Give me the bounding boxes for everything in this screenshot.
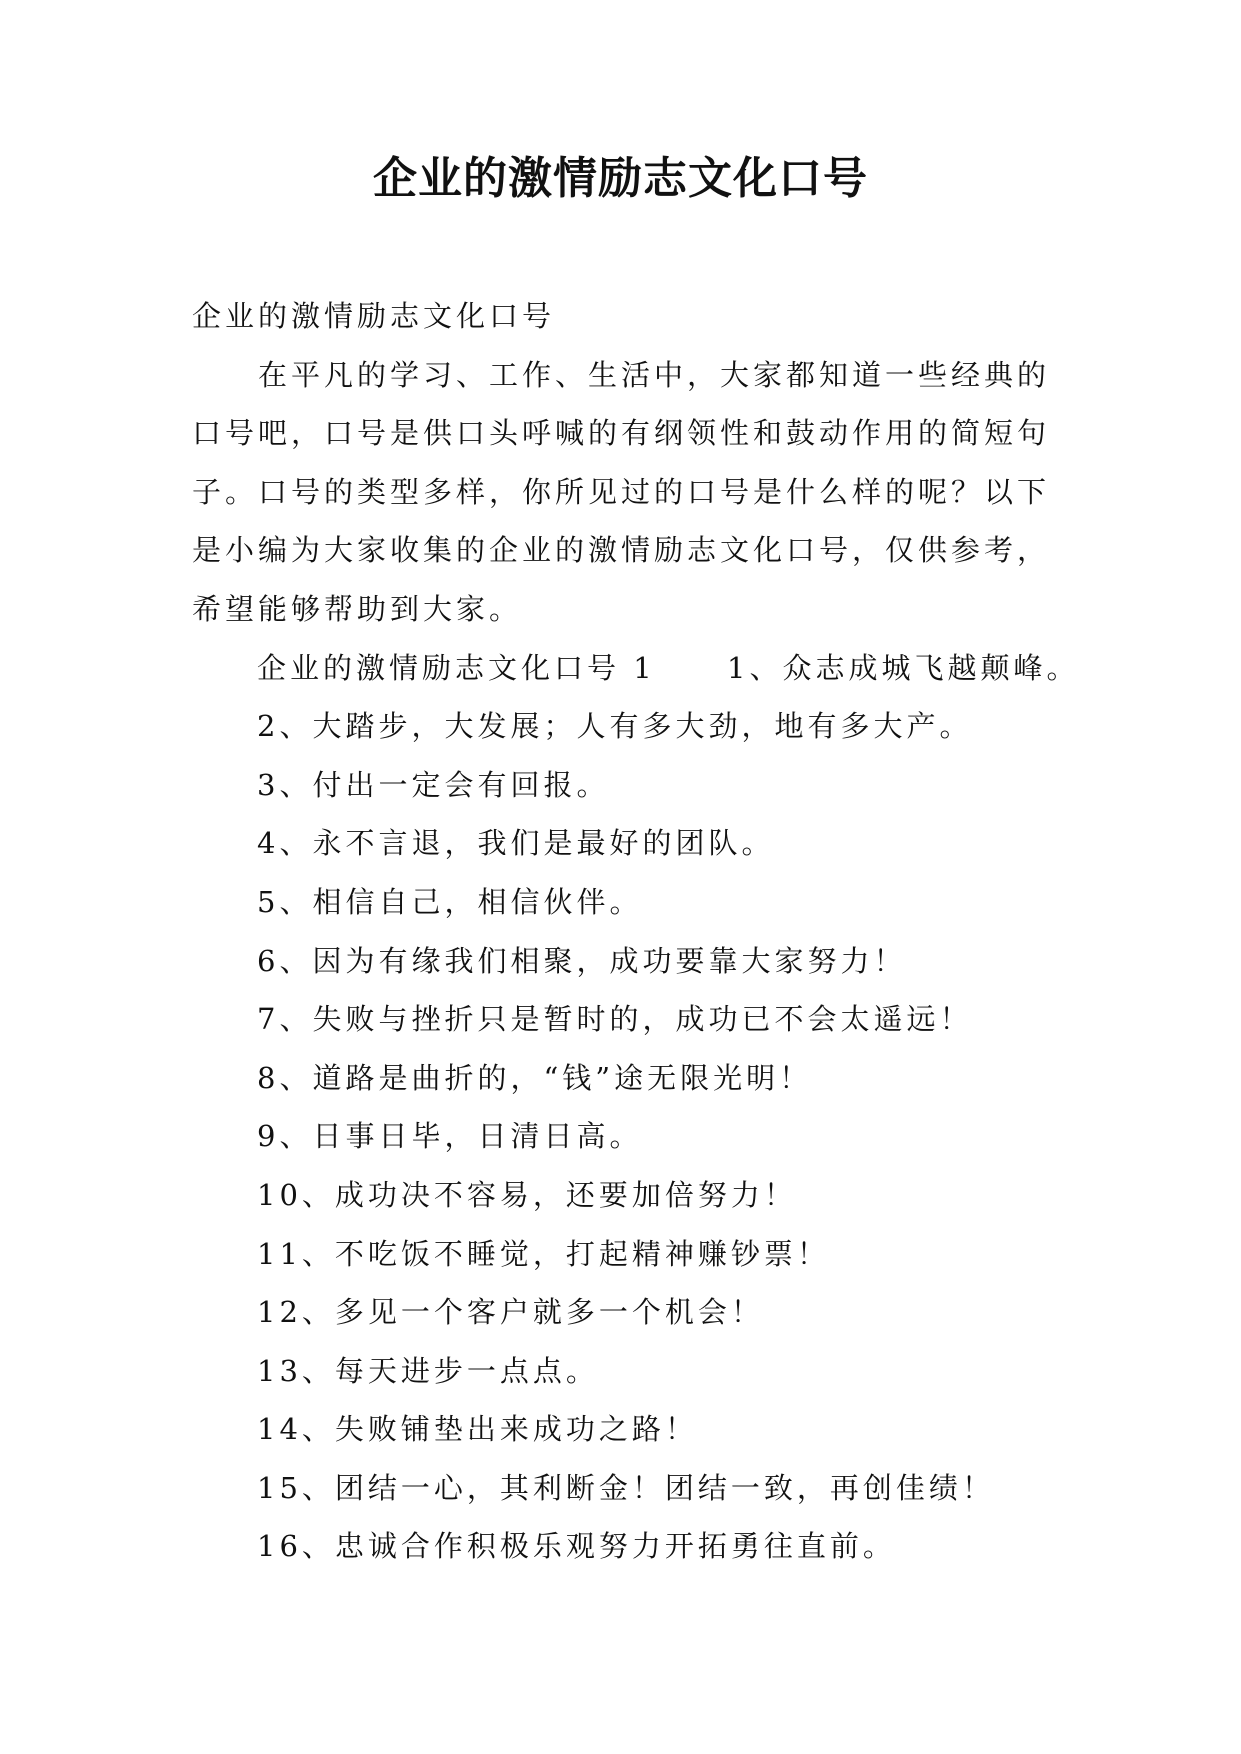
- intro-line: 在平凡的学习、工作、生活中，大家都知道一些经典的: [258, 357, 1051, 392]
- slogan-item: 12、多见一个客户就多一个机会！: [257, 1295, 764, 1330]
- slogan-item: 13、每天进步一点点。: [257, 1353, 599, 1388]
- slogan-item: 1、众志成城飞越颠峰。: [727, 650, 1080, 685]
- document-heading: 企业的激情励志文化口号: [192, 299, 556, 333]
- intro-line: 口号吧，口号是供口头呼喊的有纲领性和鼓动作用的简短句: [192, 416, 1051, 451]
- slogan-item: 16、忠诚合作积极乐观努力开拓勇往直前。: [257, 1529, 896, 1564]
- slogan-item: 15、团结一心，其利断金！团结一致，再创佳绩！: [257, 1470, 995, 1505]
- slogan-item: 11、不吃饭不睡觉，打起精神赚钞票！: [257, 1236, 830, 1271]
- slogan-item: 5、相信自己，相信伙伴。: [257, 884, 643, 919]
- section-line: [192, 639, 1192, 698]
- slogan-item: 10、成功决不容易，还要加倍努力！: [257, 1177, 797, 1212]
- slogan-item: 4、永不言退，我们是最好的团队。: [257, 826, 775, 861]
- slogan-item: 2、大踏步，大发展；人有多大劲，地有多大产。: [257, 709, 973, 744]
- slogan-item: 6、因为有缘我们相聚，成功要靠大家努力！: [257, 943, 907, 978]
- intro-line: 希望能够帮助到大家。: [192, 591, 523, 626]
- document-title: 企业的激情励志文化口号: [373, 153, 868, 204]
- intro-line: 是小编为大家收集的企业的激情励志文化口号，仅供参考，: [192, 533, 1051, 568]
- slogan-item: 14、失败铺垫出来成功之路！: [257, 1412, 698, 1447]
- slogan-item: 9、日事日毕，日清日高。: [257, 1119, 643, 1154]
- document-body: [192, 287, 1192, 1576]
- slogan-item: 8、道路是曲折的，“钱”途无限光明！: [257, 1060, 813, 1095]
- intro-line: 子。口号的类型多样，你所见过的口号是什么样的呢？以下: [192, 474, 1051, 509]
- slogan-item: 3、付出一定会有回报。: [257, 767, 610, 802]
- slogan-item: 7、失败与挫折只是暂时的，成功已不会太遥远！: [257, 1002, 973, 1037]
- section-title: 企业的激情励志文化口号 1: [257, 650, 656, 685]
